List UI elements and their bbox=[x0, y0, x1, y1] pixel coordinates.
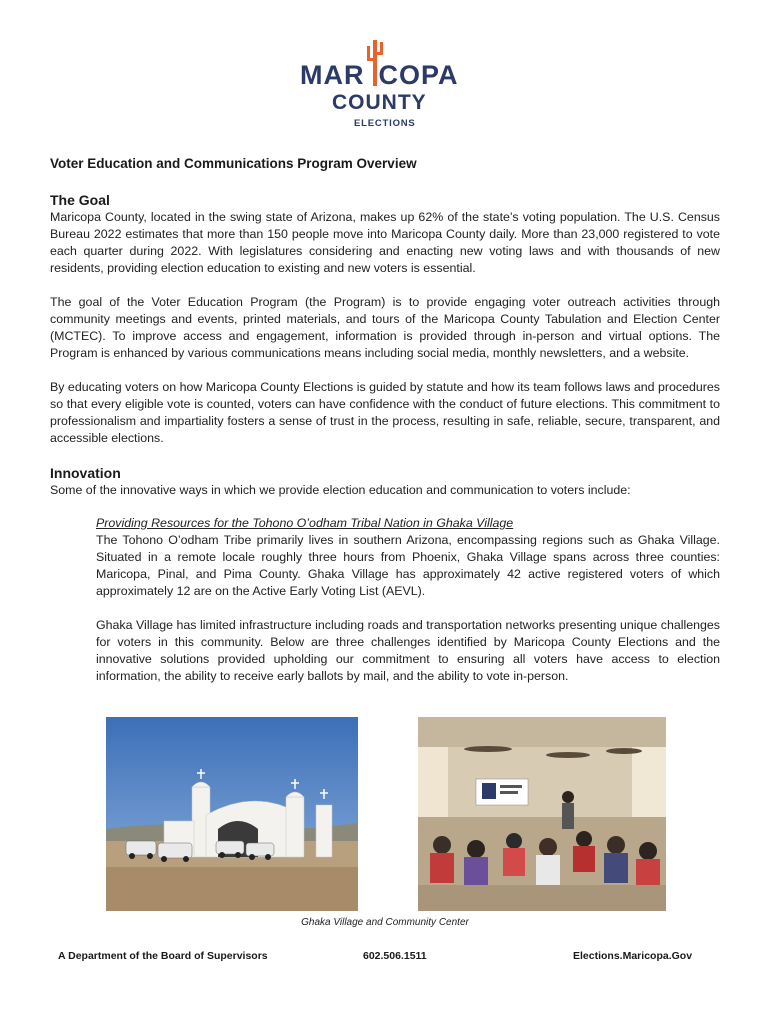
footer-phone[interactable]: 602.506.1511 bbox=[363, 950, 427, 962]
goal-heading: The Goal bbox=[50, 192, 110, 208]
innovation-intro: Some of the innovative ways in which we provide election education and communication to voters include: bbox=[50, 483, 631, 497]
document-body bbox=[50, 155, 720, 685]
goal-paragraph-3: By educating voters on how Maricopa County Elections is guided by statute and how its team follows laws and procedures so that every eligible vote is counted, voters can have confidence with the conduct of future elections. This commitment to professionalism and impartiality fosters a sense of trust in the process, resulting in safe, reliable, secure, transparent, and accessible elections. bbox=[50, 380, 720, 445]
maricopa-county-elections-logo bbox=[300, 36, 480, 132]
saguaro-cactus-icon bbox=[366, 38, 384, 88]
goal-paragraph-1: Maricopa County, located in the swing state of Arizona, makes up 62% of the state’s voting population. The U.S. Census Bureau 2022 estimates that more than 150 people move into Maricopa County daily. More than 23,000 registered to vote each quarter during 2022. With legislatures considering and enacting new voting laws and with thousands of new residents, providing election education to existing and new voters is essential. bbox=[50, 210, 720, 275]
goal-paragraph-2: The goal of the Voter Education Program (the Program) is to provide engaging voter outreach activities through community meetings and events, printed materials, and tours of the Maricopa County Tabulation and Election Center (MCTEC). To improve access and engagement, information is provided through in-person and virtual options. The Program is enhanced by various communications means including social media, monthly newsletters, and a website. bbox=[50, 295, 720, 360]
ghaka-village-church-photo bbox=[106, 717, 358, 911]
logo-line-maricopa: MAR COPA bbox=[300, 60, 459, 90]
ghaka-paragraph-2: Ghaka Village has limited infrastructure including roads and transportation networks presenting unique challenges for voters in this community. Below are three challenges identified by Maricopa County Elections and the innovative solutions provided upholding our commitment to ensuring all voters have access to election information, the ability to receive early ballots by mail, and the ability to vote in-person. bbox=[96, 618, 720, 683]
logo-line-county: COUNTY bbox=[332, 91, 427, 114]
ghaka-paragraph-1: The Tohono O’odham Tribe primarily lives in southern Arizona, encompassing regions such as Ghaka Village. Situated in a remote locale roughly three hours from Phoenix, Ghaka Village spans across three counties: Maricopa, Pinal, and Pima County. Ghaka Village has approximately 42 active registered voters of which approximately 12 are on the Active Early Voting List (AEVL). bbox=[96, 533, 720, 598]
footer-department: A Department of the Board of Supervisors bbox=[58, 950, 268, 962]
logo-line-elections: ELECTIONS bbox=[354, 118, 416, 129]
photo-caption: Ghaka Village and Community Center bbox=[301, 917, 469, 928]
footer-website-link[interactable]: Elections.Maricopa.Gov bbox=[573, 950, 693, 962]
community-center-meeting-photo bbox=[418, 717, 666, 911]
document-title: Voter Education and Communications Program Overview bbox=[50, 156, 417, 171]
innovation-heading: Innovation bbox=[50, 465, 121, 481]
ghaka-subheading: Providing Resources for the Tohono O’odham Tribal Nation in Ghaka Village bbox=[96, 516, 514, 530]
ghaka-village-section bbox=[96, 515, 720, 685]
